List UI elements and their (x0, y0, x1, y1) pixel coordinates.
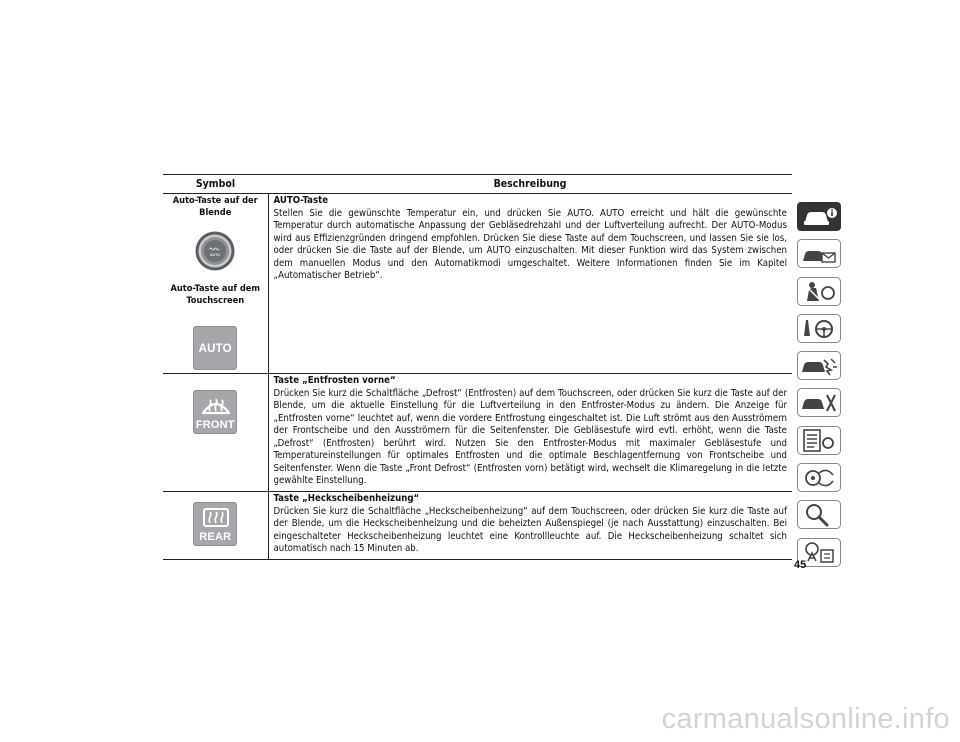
car-envelope-icon (797, 239, 841, 268)
description-cell-rear (268, 492, 792, 560)
car-crash-icon (797, 351, 841, 380)
page-number: 45 (794, 559, 807, 571)
multimedia-icon (797, 463, 841, 492)
header-description: Beschreibung (268, 175, 792, 194)
chapter-tab-6[interactable] (797, 388, 841, 417)
chapter-tab-8[interactable] (797, 463, 841, 492)
knob-caption: AUTO (210, 253, 221, 257)
symbol-cell-front (163, 374, 268, 492)
rear-tile-caption: REAR (199, 530, 232, 543)
seat-belt-icon (797, 277, 841, 306)
chapter-tab-3[interactable] (797, 277, 841, 306)
car-tools-icon (797, 388, 841, 417)
auto-tile-caption: AUTO (198, 342, 232, 355)
auto-knob-icon (195, 231, 235, 271)
auto-touchscreen-label: Auto-Taste auf dem Touchscreen (170, 283, 260, 306)
description-cell-front (268, 374, 792, 492)
front-tile-caption: FRONT (195, 418, 235, 431)
front-body: Drücken Sie kurz die Schaltfläche „Defrost“ (Entfrosten) auf dem Touchscreen, oder drücken Sie kurz die Taste auf der Blende, um die aktuelle Einstellung für die Luftverteilung in den Entfroster-Modus zu ändern. Die Anzeige für „Entfrosten vorne“ leuchtet auf, wenn die vordere Entfrostung eingeschaltet ist. Die Luft strömt aus den Ausströmern der Frontscheibe und den Ausströmern für die Seitenfenster. Die Gebläsestufe wird evtl. erhöht, wenn die Taste „Defrost“ (Entfrosten) berührt wird. Nutzen Sie den Entfroster-Modus mit maximaler Gebläsestufe und Temperatureinstellungen für optimales Entfrosten und die optimale Beschlagentfernung von Frontscheibe und Seitenfenster. Wenn die Taste „Front Defrost“ (Entfrosten vorn) betätigt wird, wechselt die Klimaregelung in die letzte gewählte Einstellung. (273, 387, 787, 486)
steering-wheel-icon (797, 314, 841, 343)
chapter-tab-5[interactable] (797, 351, 841, 380)
chapter-tab-4[interactable] (797, 314, 841, 343)
chapter-tab-1[interactable] (797, 202, 841, 231)
table-header-row (163, 175, 792, 194)
front-title: Taste „Entfrosten vorne“ (273, 375, 396, 386)
magnifier-icon (797, 500, 841, 529)
front-defrost-icon (193, 390, 237, 434)
chapter-tab-9[interactable] (797, 500, 841, 529)
table-row-front-defrost (163, 374, 792, 492)
car-info-icon (797, 202, 841, 231)
table-row-rear-defrost (163, 492, 792, 560)
rear-body: Drücken Sie kurz die Schaltfläche „Heckscheibenheizung“ auf dem Touchscreen, oder drücken Sie kurz die Taste auf der Blende, um die Heckscheibenheizung und die beheizten Außenspiegel (je nach Ausstattung) einzuschalten. Bei eingeschalteter Heckscheibenheizung leuchtet eine Kontrollleuchte auf. Die Heckscheibenheizung schaltet sich automatisch nach 15 Minuten ab. (273, 505, 787, 554)
header-symbol: Symbol (163, 175, 268, 194)
symbol-cell-auto (163, 194, 268, 374)
rear-title: Taste „Heckscheibenheizung“ (273, 493, 420, 504)
auto-body: Stellen Sie die gewünschte Temperatur ein, und drücken Sie AUTO. AUTO erreicht und hält die gewünschte Temperatur durch automatische Anpassung der Gebläsedrehzahl und der Luftverteilung aufrecht. Der AUTO-Modus wird aus Effizienzgründen dringend empfohlen. Drücken Sie diese Taste auf dem Touchscreen, und lassen Sie sie los, oder drücken Sie die Taste auf der Blende, um AUTO einzuschalten. Mit dieser Funktion wird das System zwischen dem manuellen Modus und den Automatikmodi umgeschaltet. Weitere Informationen finden Sie im Kapitel „Automatischer Betrieb“. (273, 207, 787, 281)
chapter-tab-7[interactable] (797, 426, 841, 455)
watermark: carmanualsonline.info (661, 703, 950, 735)
symbol-cell-rear (163, 492, 268, 560)
table-row-auto (163, 194, 792, 374)
symbol-description-table (163, 174, 792, 560)
chapter-tabs (797, 202, 841, 575)
auto-title: AUTO-Taste (273, 195, 329, 206)
rear-defrost-icon (193, 502, 237, 546)
chapter-tab-2[interactable] (797, 239, 841, 268)
auto-bezel-label: Auto-Taste auf der Blende (172, 195, 258, 218)
spec-list-icon (797, 426, 841, 455)
auto-touchscreen-button-icon (193, 326, 237, 370)
description-cell-auto (268, 194, 792, 374)
